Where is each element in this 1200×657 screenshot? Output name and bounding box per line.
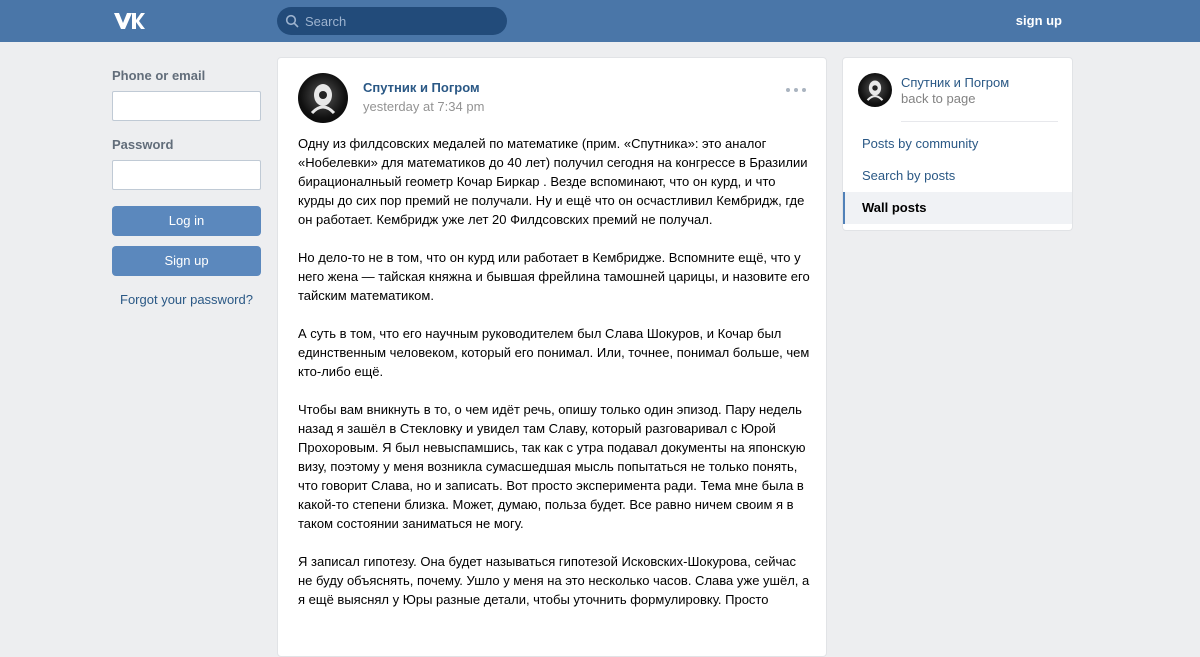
post-paragraph: Я записал гипотезу. Она будет называться гипотезой Исковских-Шокурова, сейчас не буду объяснять, почему. Ушло у меня на это несколько часов. Слава уже ушёл, а я ещё выяснял у Юры разные детали, чтобы уточнить формулировку. Просто — [298, 554, 810, 607]
menu-item-posts-by-community[interactable]: Posts by community — [862, 136, 979, 151]
community-avatar[interactable] — [298, 73, 348, 123]
post-paragraph: Чтобы вам вникнуть в то, о чем идёт речь, опишу только один эпизод. Пару недель назад я зашёл в Стекловку и увидел там Славу, который разговаривал с Юрой Прохоровым. Я был невыспамшись, так как с утра подавал документы на японскую визу, поэтому у меня возникла сумасшедшая мысль попытаться не только понять, что говорит Слава, но и записать. Вот просто эксперимента ради. Тема мне была в какой-то степени близка. Может, думаю, польза будет. Все равно ничем своим я в таком состоянии заниматься не могу. — [298, 402, 806, 531]
post-paragraph: Но дело-то не в том, что он курд или работает в Кембридже. Вспомните ещё, что у него жена — тайская княжна и бывшая фрейлина тамошней царицы, и назовите его тайским математиком. — [298, 250, 810, 303]
menu-item-wall-posts[interactable]: Wall posts — [843, 192, 1072, 224]
avatar-emblem-icon — [858, 73, 892, 107]
post-text — [298, 134, 810, 628]
sidebar-community-avatar[interactable] — [858, 73, 892, 107]
signup-link[interactable]: sign up — [1015, 13, 1062, 28]
signup-button[interactable]: Sign up — [112, 246, 261, 276]
avatar-emblem-icon — [298, 73, 348, 123]
search-input[interactable] — [305, 7, 495, 35]
vk-logo-icon — [112, 10, 146, 32]
forgot-password-link[interactable]: Forgot your password? — [120, 292, 253, 307]
phone-email-field[interactable] — [112, 91, 261, 121]
menu-item-search-by-posts[interactable]: Search by posts — [862, 168, 956, 183]
search-icon — [285, 14, 299, 28]
post-author-link[interactable]: Спутник и Погром — [363, 80, 480, 95]
post-paragraph: Одну из филдсовских медалей по математике (прим. «Спутника»: это аналог «Нобелевки» для математиков до 40 лет) получил сегодня на конгрессе в Бразилии бирационалньый геометр Кочар Биркар . Везде вспоминают, что он курд, и что курды до сих пор премий не получали. Ну и ещё что он осчастливил Кембридж, где он работает. Кембридж уже лет 20 Филдсовских премий не получал. — [298, 136, 808, 227]
back-to-page-link[interactable]: back to page — [901, 91, 976, 106]
search-box[interactable] — [277, 7, 507, 35]
post-paragraph: А суть в том, что его научным руководителем был Слава Шокуров, и Кочар был единственным человеком, который его понимал. Или, точнее, понимал больше, чем кто-либо ещё. — [298, 326, 810, 379]
login-form — [112, 68, 261, 307]
more-options-icon[interactable] — [786, 82, 806, 96]
right-sidebar — [842, 57, 1073, 231]
password-label: Password — [112, 137, 174, 152]
login-button[interactable]: Log in — [112, 206, 261, 236]
phone-label: Phone or email — [112, 68, 206, 83]
wall-post — [277, 57, 827, 657]
sidebar-menu — [843, 128, 1072, 224]
divider — [901, 121, 1058, 122]
password-field[interactable] — [112, 160, 261, 190]
top-header — [0, 0, 1200, 42]
post-timestamp[interactable]: yesterday at 7:34 pm — [363, 99, 485, 114]
vk-logo[interactable] — [112, 10, 146, 32]
sidebar-community-name[interactable]: Спутник и Погром — [901, 75, 1010, 90]
